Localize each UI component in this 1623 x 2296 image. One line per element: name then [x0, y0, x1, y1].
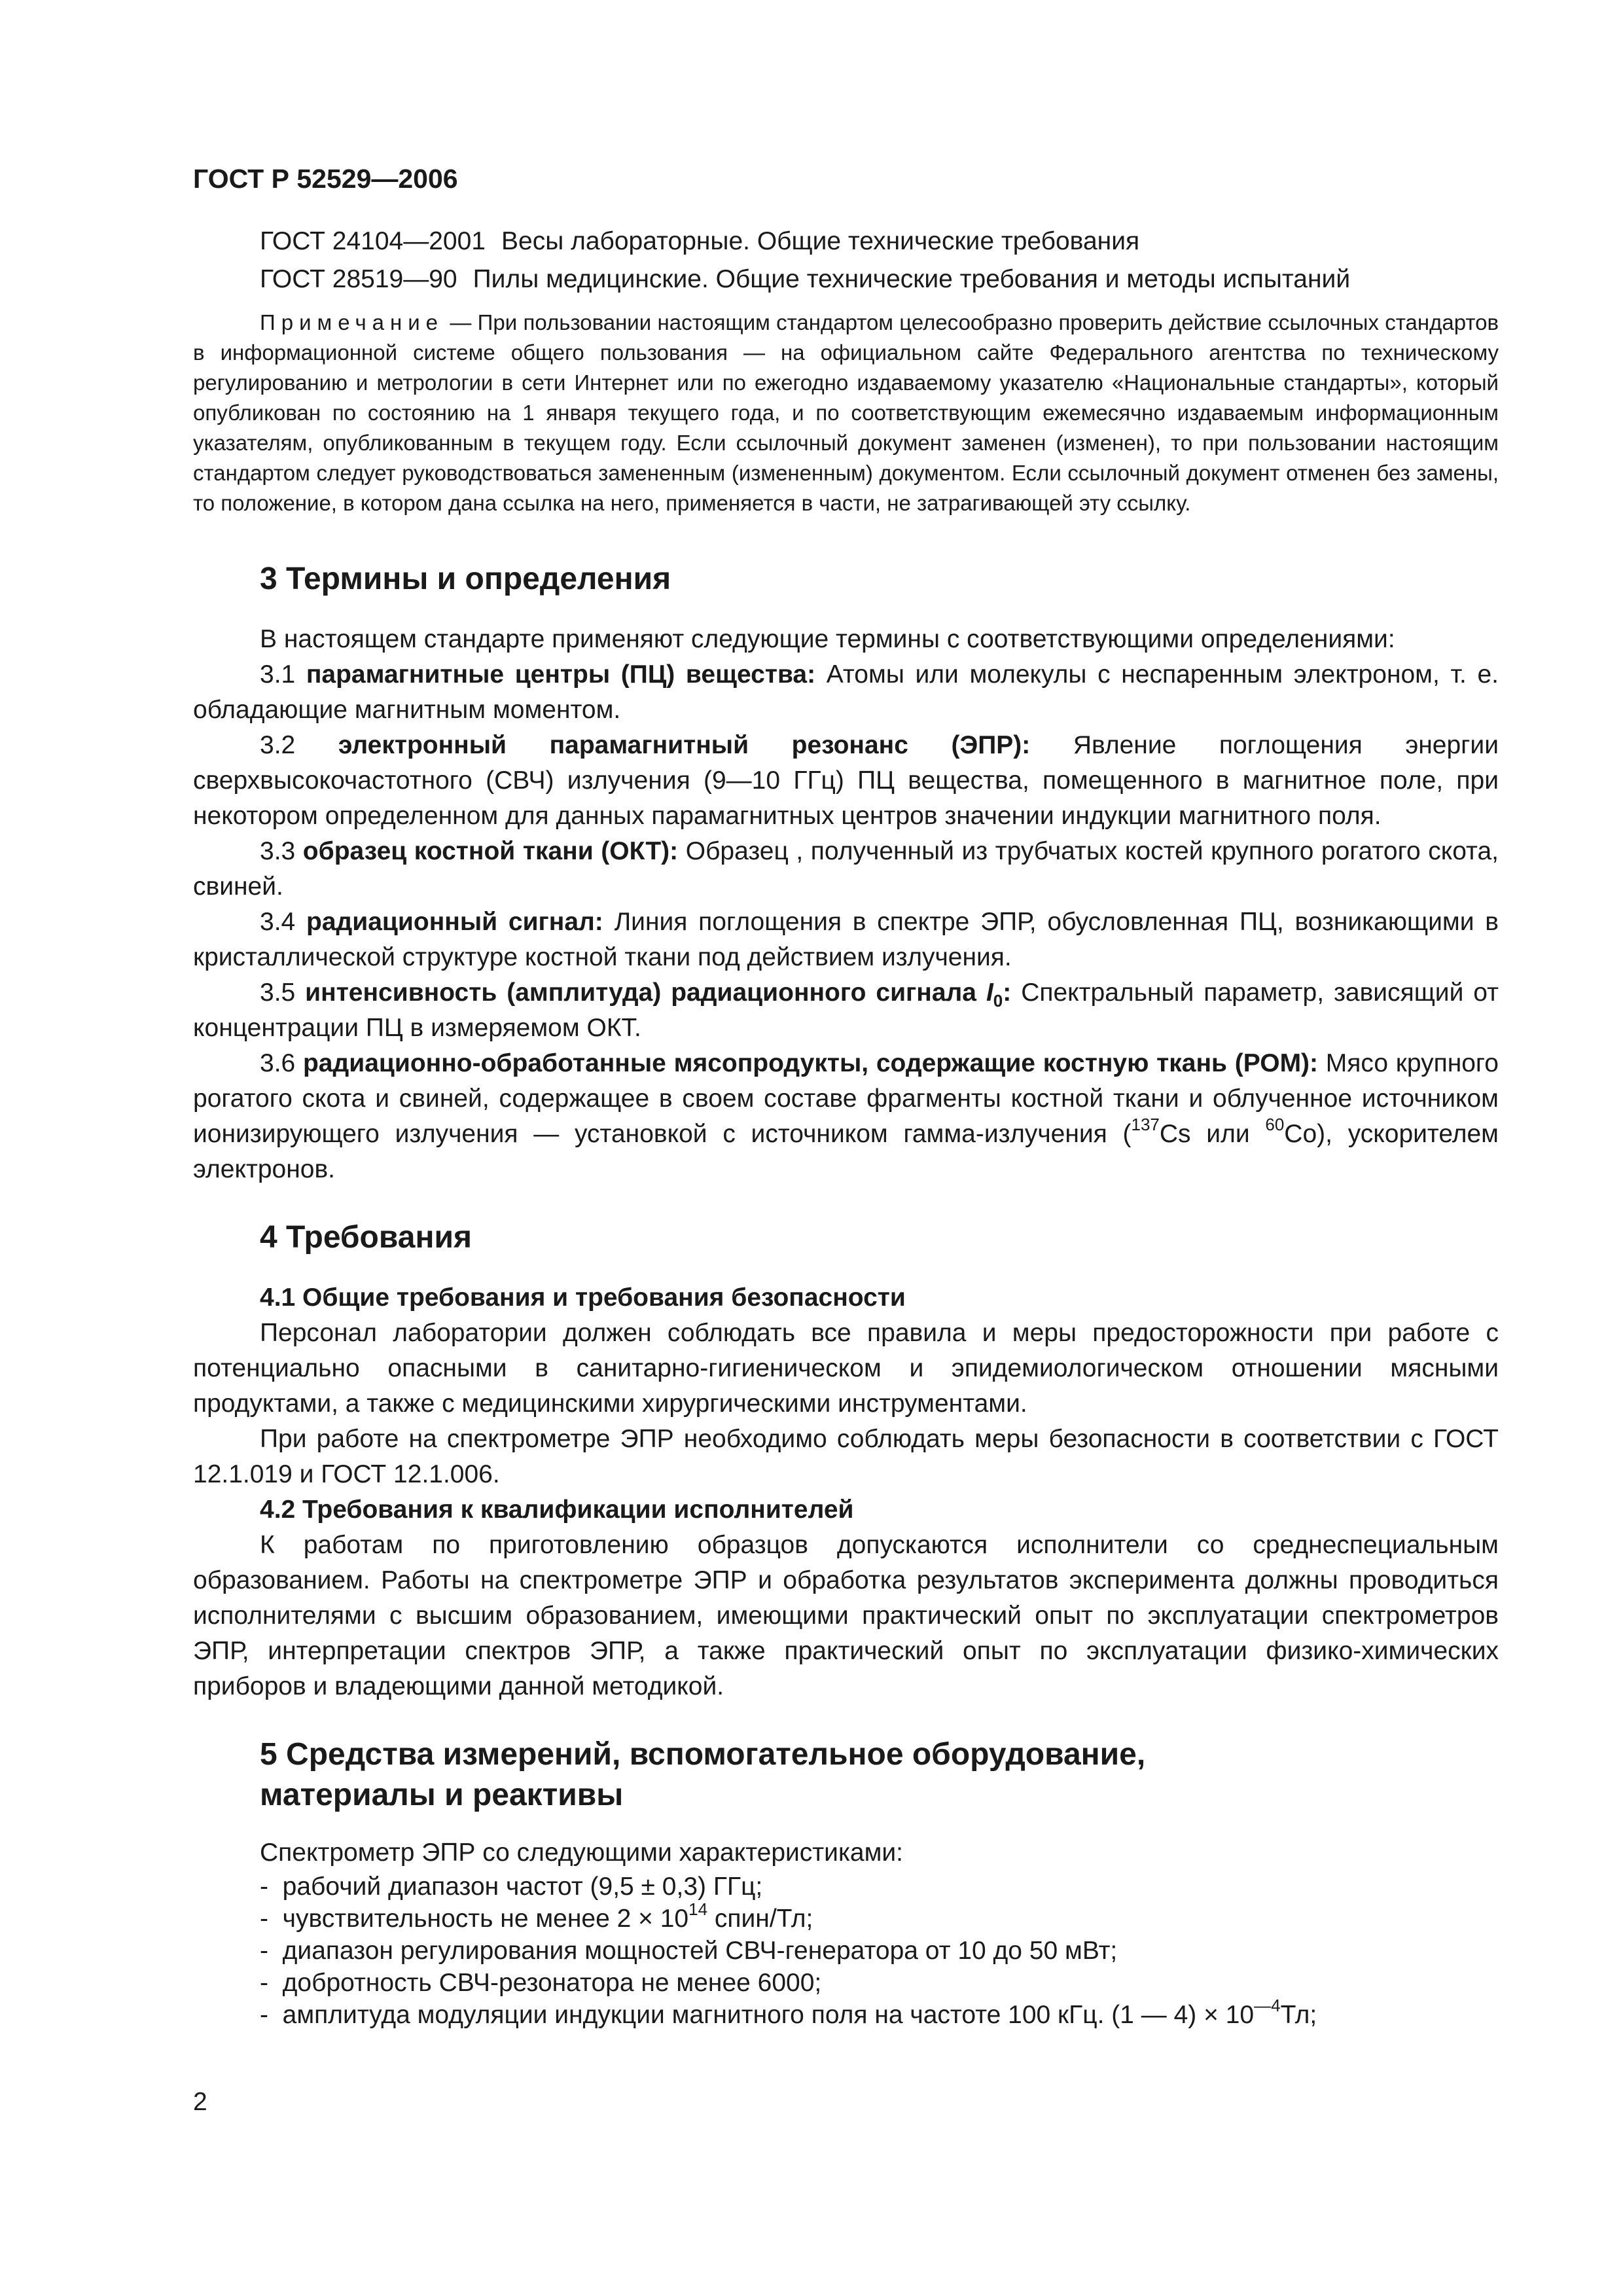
reference-code: ГОСТ 24104—2001	[260, 227, 486, 255]
list-item: - амплитуда модуляции индукции магнитного поля на частоте 100 кГц. (1 — $4) \times 10^{—4}Тл$;	[260, 1999, 1499, 2031]
subsection-4-1-heading: 4.1 Общие требования и требования безопасности	[260, 1283, 906, 1312]
term-name: интенсивность (амплитуда) радиационного сигнала $I_0$:	[305, 978, 1012, 1011]
note-text: — При пользовании настоящим стандартом целесообразно проверить действие ссылочных стандартов в информационной системе общего пользования — на официальном сайте Федерального агентства по техническому регулированию и метрологии в сети Интернет или по ежегодно издаваемому указателю «Национальные стандарты», который опубликован по состоянию на 1 января текущего года, и по соответствующим ежемесячно издаваемым информационным указателям, опубликованным в текущем году. Если ссылочный документ заменен (изменен), то при пользовании настоящим стандартом следует руководствоваться замененным (измененным) документом. Если ссылочный документ отменен без замены, то положение, в котором дана ссылка на него, применяется в части, не затрагивающей эту ссылку.	[193, 310, 1499, 515]
term-definition: Спектральный параметр, зависящий от концентрации ПЦ в измеряемом ОКТ.	[193, 978, 1499, 1042]
section-5-intro: Спектрометр ЭПР со следующими характеристиками:	[260, 1839, 903, 1867]
page-number: 2	[193, 2088, 207, 2116]
reference-code: ГОСТ 28519—90	[260, 265, 457, 293]
term-name: образец костной ткани (ОКТ):	[302, 837, 679, 865]
term-name: радиационно-обработанные мясопродукты, содержащие костную ткань (РОМ):	[302, 1049, 1319, 1077]
reference-title: Весы лабораторные. Общие технические требования	[501, 227, 1140, 255]
term-name: радиационный сигнал:	[306, 908, 603, 936]
list-item: - чувствительность не менее $2 \times 10^{14}$ спин/Тл;	[260, 1903, 1499, 1935]
term-definition: Линия поглощения в спектре ЭПР, обусловленная ПЦ, возникающими в кристаллической структуре костной ткани под действием излучения.	[193, 908, 1499, 971]
list-item: - диапазон регулирования мощностей СВЧ-генератора от 10 до 50 мВт;	[260, 1935, 1499, 1967]
term-definition: Явление поглощения энергии сверхвысокочастотного (СВЧ) излучения (9—10 ГГц) ПЦ вещества, помещенного в магнитное поле, при некотором определенном для данных парамагнитных центров значении индукции магнитного поля.	[193, 731, 1499, 830]
term-definition: Атомы или молекулы с неспаренным электроном, т. е. обладающие магнитным моментом.	[193, 660, 1499, 724]
section-5-heading: 5 Средства измерений, вспомогательное оборудование, материалы и реактивы	[260, 1737, 1146, 1812]
section-3-intro: В настоящем стандарте применяют следующие термины с соответствующими определениями:	[260, 625, 1395, 653]
page-content	[193, 223, 1499, 2031]
term-definition: Образец , полученный из трубчатых костей крупного рогатого скота, свиней.	[193, 837, 1499, 901]
document-header: ГОСТ Р 52529—2006	[193, 164, 458, 194]
note-label: Примечание	[260, 310, 444, 334]
term-name: электронный парамагнитный резонанс (ЭПР):	[338, 731, 1031, 759]
section-3-heading: 3 Термины и определения	[260, 562, 671, 596]
term-3-1: 3.1 парамагнитные центры (ПЦ) вещества: Атомы или молекулы с неспаренным электроном, т. е. обладающие магнитным моментом.	[193, 660, 1499, 724]
reference-title: Пилы медицинские. Общие технические требования и методы испытаний	[473, 265, 1351, 293]
subsection-4-2-heading: 4.2 Требования к квалификации исполнителей	[260, 1496, 854, 1524]
term-3-3: 3.3 образец костной ткани (ОКТ): Образец , полученный из трубчатых костей крупного рогатого скота, свиней.	[193, 837, 1499, 901]
term-3-6: 3.6 радиационно-обработанные мясопродукты, содержащие костную ткань (РОМ): Мясо крупного рогатого скота и свиней, содержащее в своем составе фрагменты костной ткани и облученное источником ионизирующего излучения — установкой с источником гамма-излучения ($^{137}$Cs или $^{60}$Co), ускорителем электронов.	[193, 1049, 1499, 1183]
paragraph: Персонал лаборатории должен соблюдать все правила и меры предосторожности при работе с потенциально опасными в санитарно-гигиеническом и эпидемиологическом отношении мясными продуктами, а также с медицинскими хирургическими инструментами.	[193, 1319, 1499, 1418]
paragraph: При работе на спектрометре ЭПР необходимо соблюдать меры безопасности в соответствии с ГОСТ 12.1.019 и ГОСТ 12.1.006.	[193, 1425, 1499, 1488]
paragraph: К работам по приготовлению образцов допускаются исполнители со среднеспециальным образованием. Работы на спектрометре ЭПР и обработка результатов эксперимента должны проводиться исполнителями с высшим образованием, имеющими практический опыт по эксплуатации спектрометров ЭПР, интерпретации спектров ЭПР, а также практический опыт по эксплуатации физико-химических приборов и владеющими данной методикой.	[193, 1531, 1499, 1700]
list-item: - рабочий диапазон частот (9,5 ± 0,3) ГГц;	[260, 1871, 1499, 1903]
spectrometer-specs-list	[193, 1871, 1499, 2031]
list-item: - добротность СВЧ-резонатора не менее 6000;	[260, 1967, 1499, 1999]
term-name: парамагнитные центры (ПЦ) вещества:	[306, 660, 816, 689]
term-3-4: 3.4 радиационный сигнал: Линия поглощения в спектре ЭПР, обусловленная ПЦ, возникающими в кристаллической структуре костной ткани под действием излучения.	[193, 908, 1499, 971]
term-3-2: 3.2 электронный парамагнитный резонанс (ЭПР): Явление поглощения энергии сверхвысокочастотного (СВЧ) излучения (9—10 ГГц) ПЦ вещества, помещенного в магнитное поле, при некотором определенном для данных парамагнитных центров значении индукции магнитного поля.	[193, 731, 1499, 830]
intensity-symbol: I	[986, 978, 993, 1007]
reference-item	[193, 223, 1499, 260]
note-paragraph	[193, 308, 1499, 518]
term-3-5: 3.5 интенсивность (амплитуда) радиационного сигнала $I_0$: Спектральный параметр, зависящий от концентрации ПЦ в измеряемом ОКТ.	[193, 978, 1499, 1042]
reference-item	[193, 260, 1499, 298]
section-4-heading: 4 Требования	[260, 1220, 472, 1255]
